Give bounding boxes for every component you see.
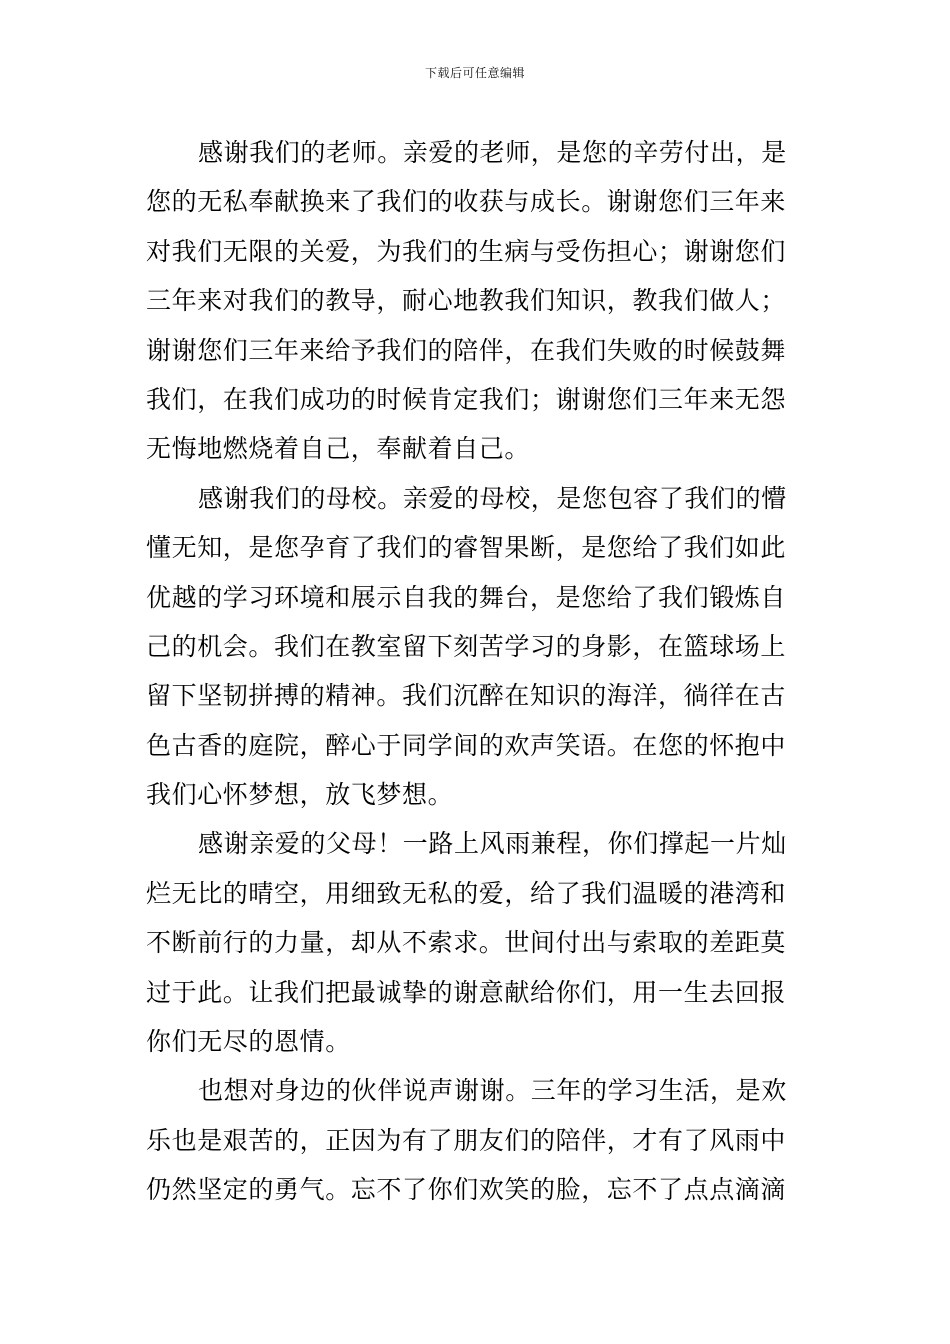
paragraph-friends bbox=[146, 1066, 808, 1214]
paragraph-line: 己的机会。我们在教室留下刻苦学习的身影，在篮球场上 bbox=[146, 631, 787, 661]
paragraph-line: 不断前行的力量，却从不索求。世间付出与索取的差距莫 bbox=[146, 928, 787, 958]
paragraph-line: 感谢我们的老师。亲爱的老师，是您的辛劳付出，是 bbox=[198, 138, 787, 167]
paragraph-line: 过于此。让我们把最诚挚的谢意献给你们，用一生去回报 bbox=[146, 977, 787, 1007]
paragraph-school bbox=[146, 474, 808, 820]
paragraph-line: 三年来对我们的教导，耐心地教我们知识，教我们做人； bbox=[146, 286, 787, 316]
paragraph-line: 你们无尽的恩情。 bbox=[146, 1027, 351, 1057]
paragraph-line: 我们心怀梦想，放飞梦想。 bbox=[146, 780, 454, 810]
paragraph-line: 无悔地燃烧着自己，奉献着自己。 bbox=[146, 434, 531, 464]
paragraph-line: 优越的学习环境和展示自我的舞台，是您给了我们锻炼自 bbox=[146, 582, 787, 612]
paragraph-line: 仍然坚定的勇气。忘不了你们欢笑的脸，忘不了点点滴滴 bbox=[146, 1175, 787, 1205]
paragraph-line: 色古香的庭院，醉心于同学间的欢声笑语。在您的怀抱中 bbox=[146, 730, 787, 760]
paragraph-line: 谢谢您们三年来给予我们的陪伴，在我们失败的时候鼓舞 bbox=[146, 335, 787, 365]
paragraph-line: 乐也是艰苦的，正因为有了朋友们的陪伴，才有了风雨中 bbox=[146, 1125, 787, 1155]
paragraph-line: 您的无私奉献换来了我们的收获与成长。谢谢您们三年来 bbox=[146, 187, 787, 217]
paragraph-parents bbox=[146, 819, 808, 1066]
paragraph-line: 留下坚韧拼搏的精神。我们沉醉在知识的海洋，徜徉在古 bbox=[146, 681, 787, 711]
paragraph-line: 懂无知，是您孕育了我们的睿智果断，是您给了我们如此 bbox=[146, 533, 787, 563]
paragraph-teachers bbox=[146, 128, 808, 474]
document-body bbox=[146, 128, 808, 1215]
paragraph-line: 我们，在我们成功的时候肯定我们；谢谢您们三年来无怨 bbox=[146, 384, 787, 414]
paragraph-line: 感谢亲爱的父母！一路上风雨兼程，你们撑起一片灿 bbox=[198, 829, 787, 859]
paragraph-line: 对我们无限的关爱，为我们的生病与受伤担心；谢谢您们 bbox=[146, 236, 787, 266]
page-header-note: 下载后可任意编辑 bbox=[424, 66, 525, 80]
paragraph-line: 也想对身边的伙伴说声谢谢。三年的学习生活，是欢 bbox=[198, 1076, 787, 1106]
paragraph-line: 感谢我们的母校。亲爱的母校，是您包容了我们的懵 bbox=[198, 483, 787, 513]
paragraph-line: 烂无比的晴空，用细致无私的爱，给了我们温暖的港湾和 bbox=[146, 878, 787, 908]
